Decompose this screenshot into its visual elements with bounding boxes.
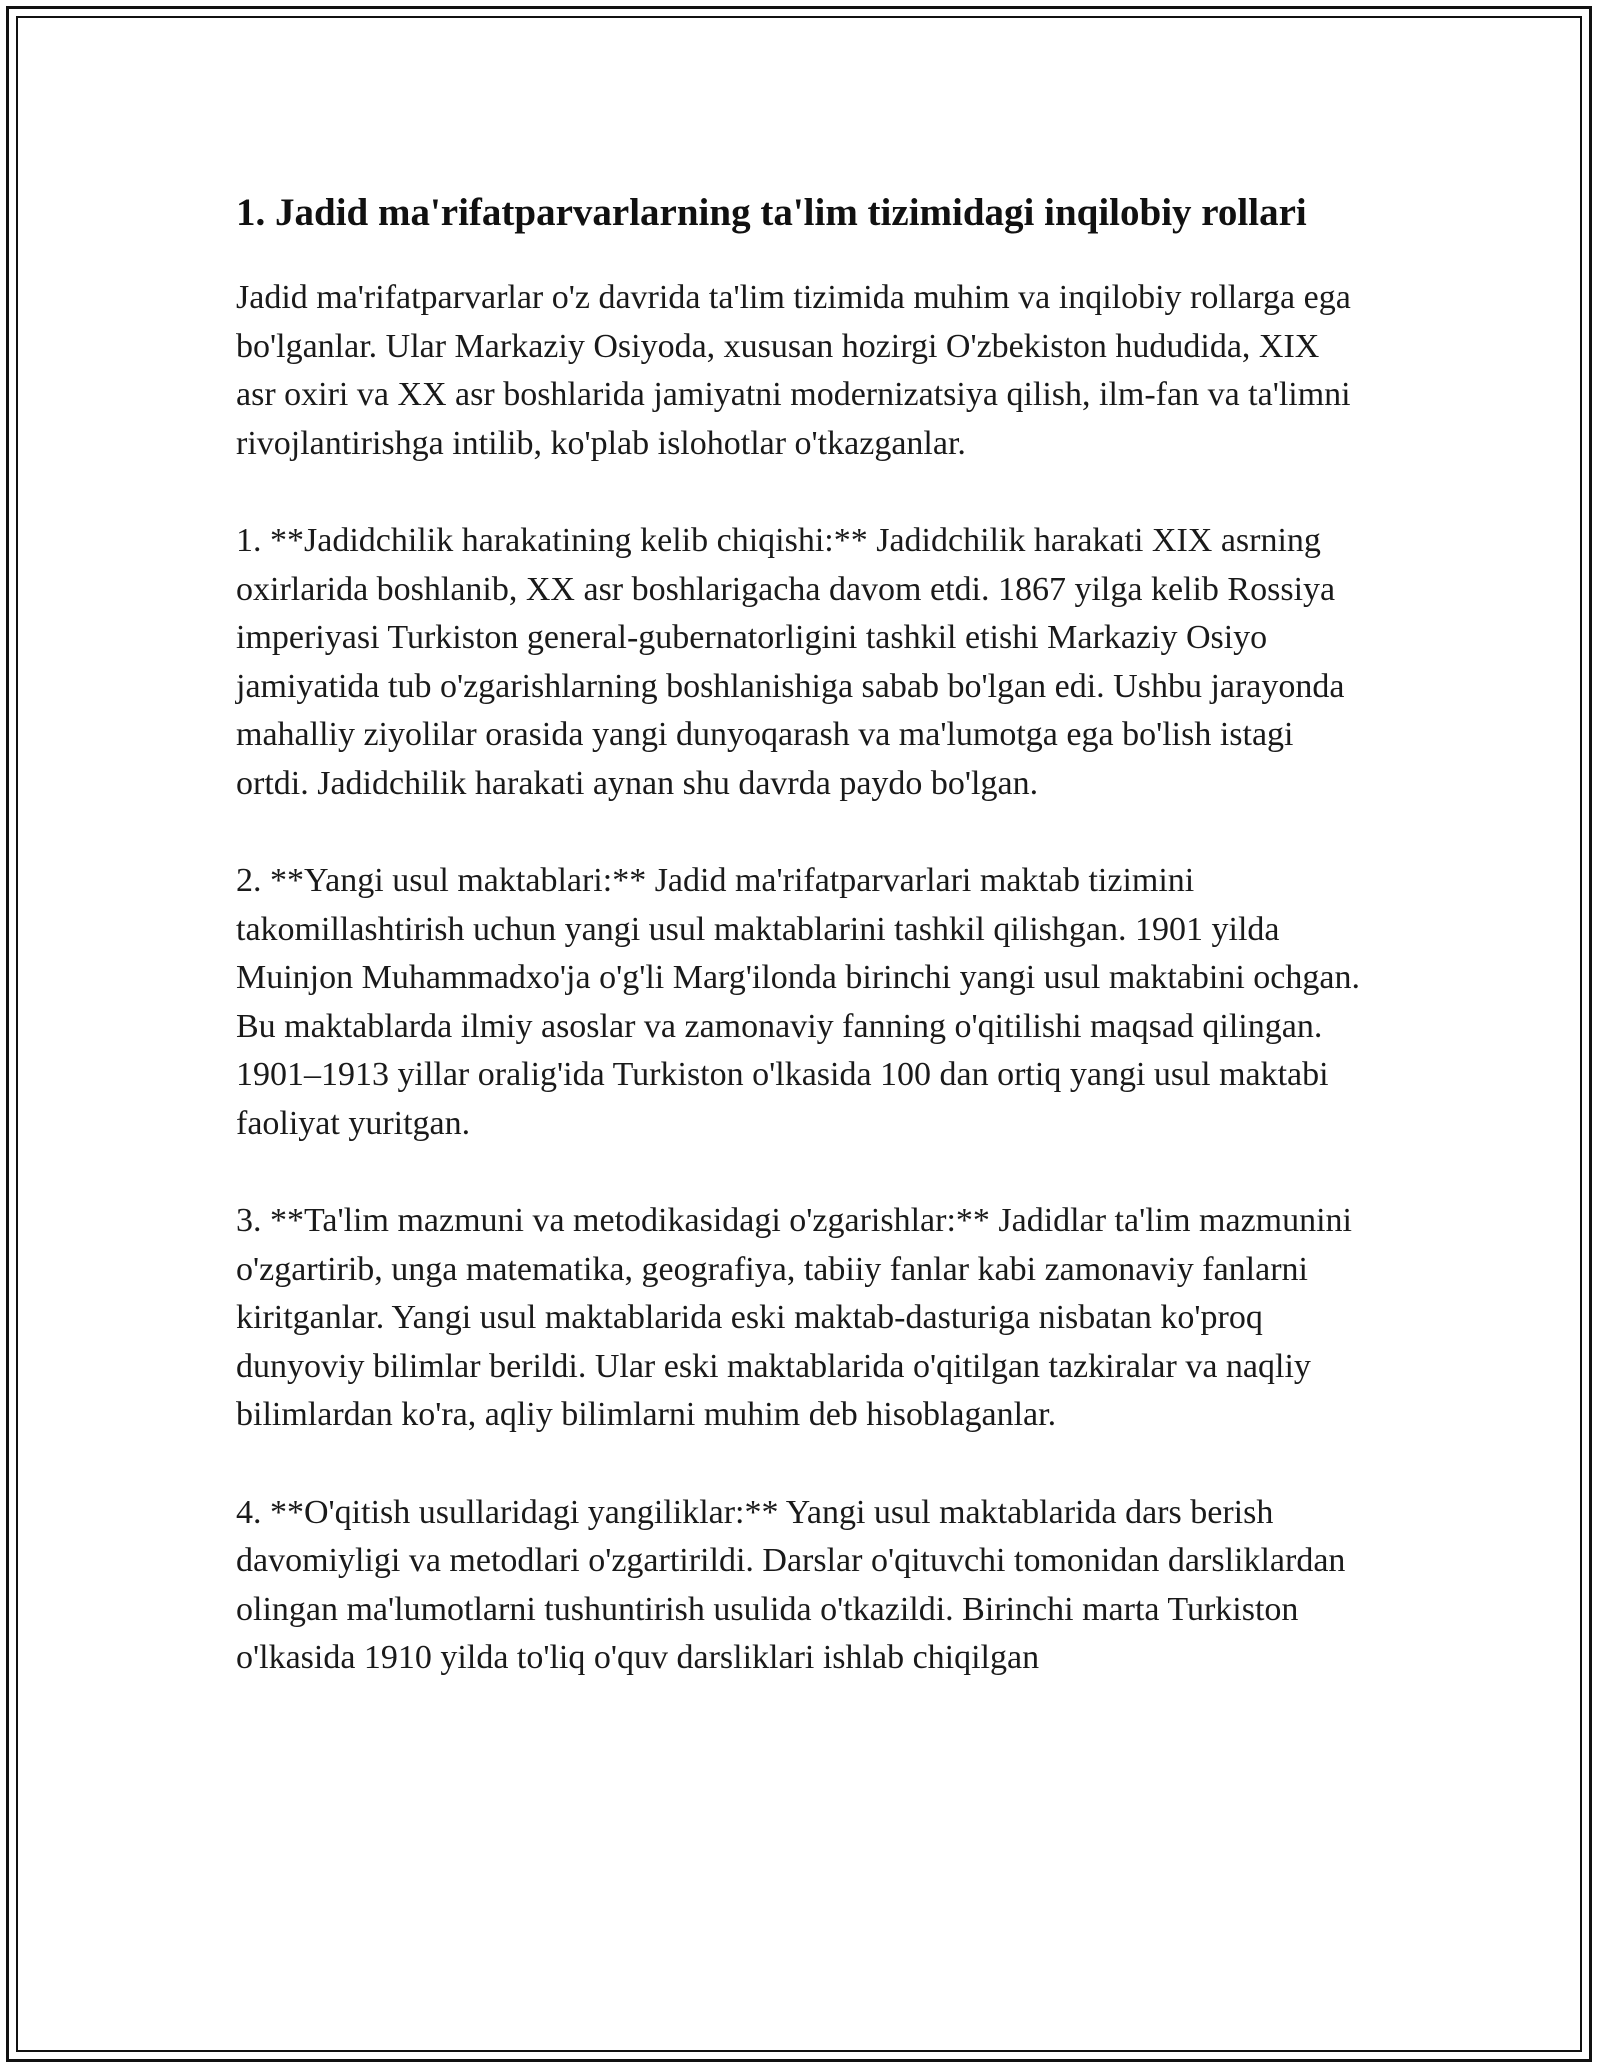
paragraph-teaching-innovations: 4. **O'qitish usullaridagi yangiliklar:** Yangi usul maktablarida dars berish davomiyligi va metodlari o'zgartirildi. Darslar o'qituvchi tomonidan darsliklardan olingan ma'lumotlarni tushuntirish usulida o'tkazildi. Birinchi marta Turkiston o'lkasida 1910 yilda to'liq o'quv darsliklari ishlab chiqilgan (236, 1493, 1346, 1676)
paragraph-jadidchilik-origin: 1. **Jadidchilik harakatining kelib chiqishi:** Jadidchilik harakati XIX asrning oxirlarida boshlanib, XX asr boshlarigacha davom etdi. 1867 yilga kelib Rossiya imperiyasi Turkiston general-gubernatorligini tashkil etishi Markaziy Osiyo jamiyatida tub o'zgarishlarning boshlanishiga sabab bo'lgan edi. Ushbu jarayonda mahalliy ziyolilar orasida yangi dunyoqarash va ma'lumotga ega bo'lish istagi ortdi. Jadidchilik harakati aynan shu davrda paydo bo'lgan. (236, 522, 1345, 802)
document-body (236, 186, 1366, 1732)
paragraph-curriculum-changes: 3. **Ta'lim mazmuni va metodikasidagi o'zgarishlar:** Jadidlar ta'lim mazmunini o'zgartirib, unga matematika, geografiya, tabiiy fanlar kabi zamonaviy fanlarni kiritganlar. Yangi usul maktablarida eski maktab-dasturiga nisbatan ko'proq dunyoviy bilimlar berildi. Ular eski maktablarida o'qitilgan tazkiralar va naqliy bilimlardan ko'ra, aqliy bilimlarni muhim deb hisoblaganlar. (236, 1202, 1353, 1433)
intro-paragraph: Jadid ma'rifatparvarlar o'z davrida ta'lim tizimida muhim va inqilobiy rollarga ega bo'lganlar. Ular Markaziy Osiyoda, xususan hozirgi O'zbekiston hududida, XIX asr oxiri va XX asr boshlarida jamiyatni modernizatsiya qilish, ilm-fan va ta'limni rivojlantirishga intilib, ko'plab islohotlar o'tkazganlar. (236, 279, 1351, 462)
paragraph-new-method-schools: 2. **Yangi usul maktablari:** Jadid ma'rifatparvarlari maktab tizimini takomillashtirish uchun yangi usul maktablarini tashkil qilishgan. 1901 yilda Muinjon Muhammadxo'ja o'g'li Marg'ilonda birinchi yangi usul maktabini ochgan. Bu maktablarda ilmiy asoslar va zamonaviy fanning o'qitilishi maqsad qilingan. 1901–1913 yillar oralig'ida Turkiston o'lkasida 100 dan ortiq yangi usul maktabi faoliyat yuritgan. (236, 862, 1360, 1142)
section-heading: 1. Jadid ma'rifatparvarlarning ta'lim tizimidagi inqilobiy rollari (236, 191, 1307, 234)
